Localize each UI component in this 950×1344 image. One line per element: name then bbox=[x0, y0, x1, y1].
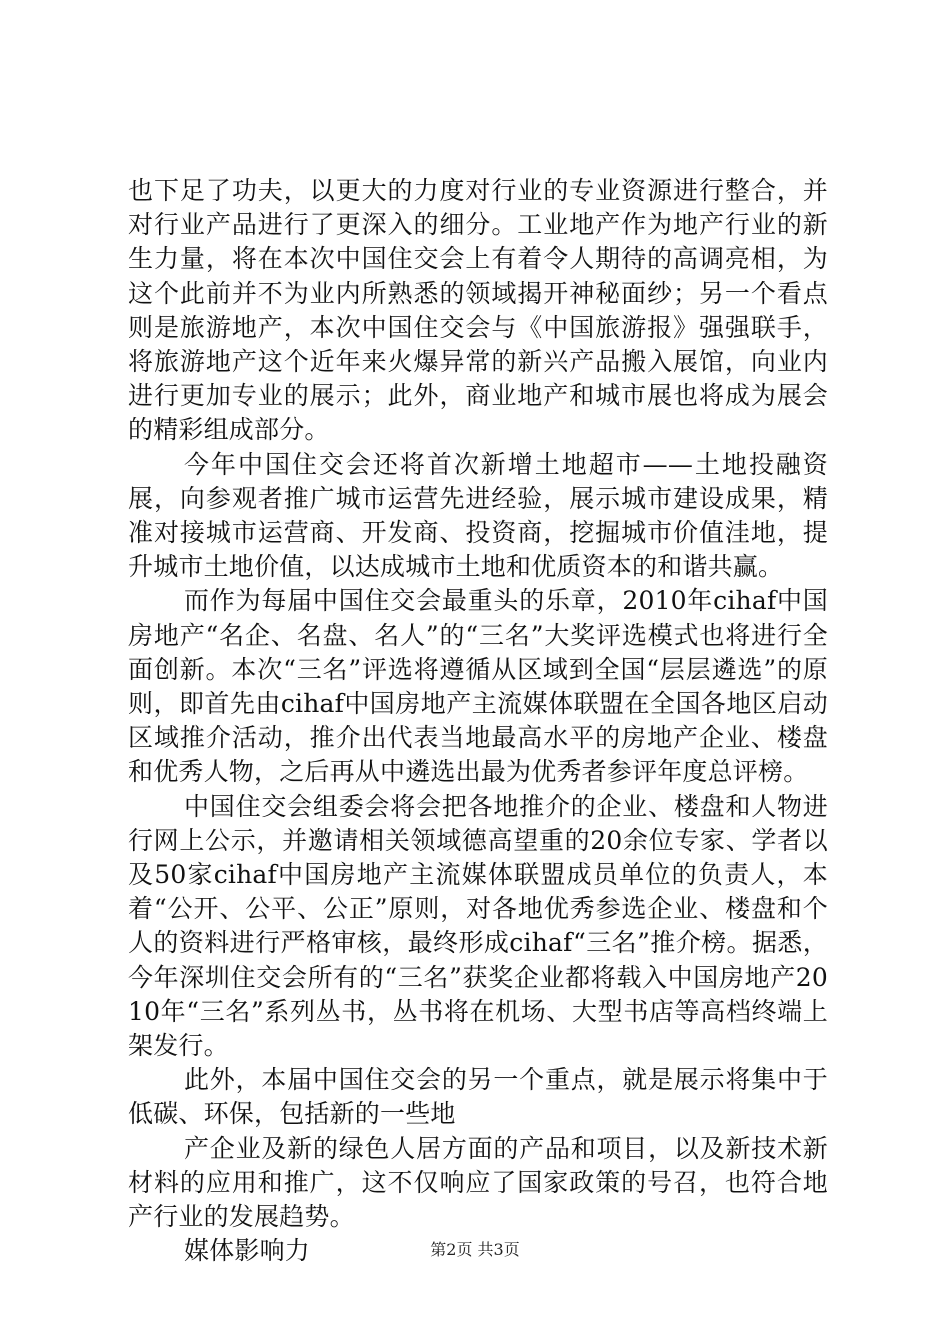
page-number-footer: 第2页 共3页 bbox=[430, 1240, 520, 1259]
paragraph-review: 中国住交会组委会将会把各地推介的企业、楼盘和人物进行网上公示，并邀请相关领域德高望重的20余位专家、学者以及50家cihaf中国房地产主流媒体联盟成员单位的负责人，本着“公开、公平、公正”原则，对各地优秀参选企业、楼盘和个人的资料进行严格审核，最终形成cihaf“三名”推介榜。据悉，今年深圳住交会所有的“三名”获奖企业都将载入中国房地产2010年“三名”系列丛书，丛书将在机场、大型书店等高档终端上架发行。 bbox=[128, 791, 828, 1061]
paragraph-awards: 而作为每届中国住交会最重头的乐章，2010年cihaf中国房地产“名企、名盘、名人”的“三名”大奖评选模式也将进行全面创新。本次“三名”评选将遵循从区域到全国“层层遴选”的原则，即首先由cihaf中国房地产主流媒体联盟在全国各地区启动区域推介活动，推介出代表当地最高水平的房地产企业、楼盘和优秀人物，之后再从中遴选出最为优秀者参评年度总评榜。 bbox=[128, 586, 828, 787]
paragraph-green-living: 产企业及新的绿色人居方面的产品和项目，以及新技术新材料的应用和推广，这不仅响应了国家政策的号召，也符合地产行业的发展趋势。 bbox=[128, 1133, 828, 1232]
paragraph-low-carbon: 此外，本届中国住交会的另一个重点，就是展示将集中于低碳、环保，包括新的一些地 bbox=[128, 1065, 828, 1129]
paragraph-land-expo: 今年中国住交会还将首次新增土地超市——土地投融资展，向参观者推广城市运营先进经验，展示城市建设成果，精准对接城市运营商、开发商、投资商，挖掘城市价值洼地，提升城市土地价值，以达成城市土地和优质资本的和谐共赢。 bbox=[128, 449, 828, 582]
body-text bbox=[128, 174, 828, 1269]
section-heading-media: 媒体影响力 bbox=[184, 1236, 311, 1266]
paragraph-continuation: 也下足了功夫，以更大的力度对行业的专业资源进行整合，并对行业产品进行了更深入的细分。工业地产作为地产行业的新生力量，将在本次中国住交会上有着令人期待的高调亮相，为这个此前并不为业内所熟悉的领域揭开神秘面纱；另一个看点则是旅游地产，本次中国住交会与《中国旅游报》强强联手，将旅游地产这个近年来火爆异常的新兴产品搬入展馆，向业内进行更加专业的展示；此外，商业地产和城市展也将成为展会的精彩组成部分。 bbox=[128, 176, 828, 445]
